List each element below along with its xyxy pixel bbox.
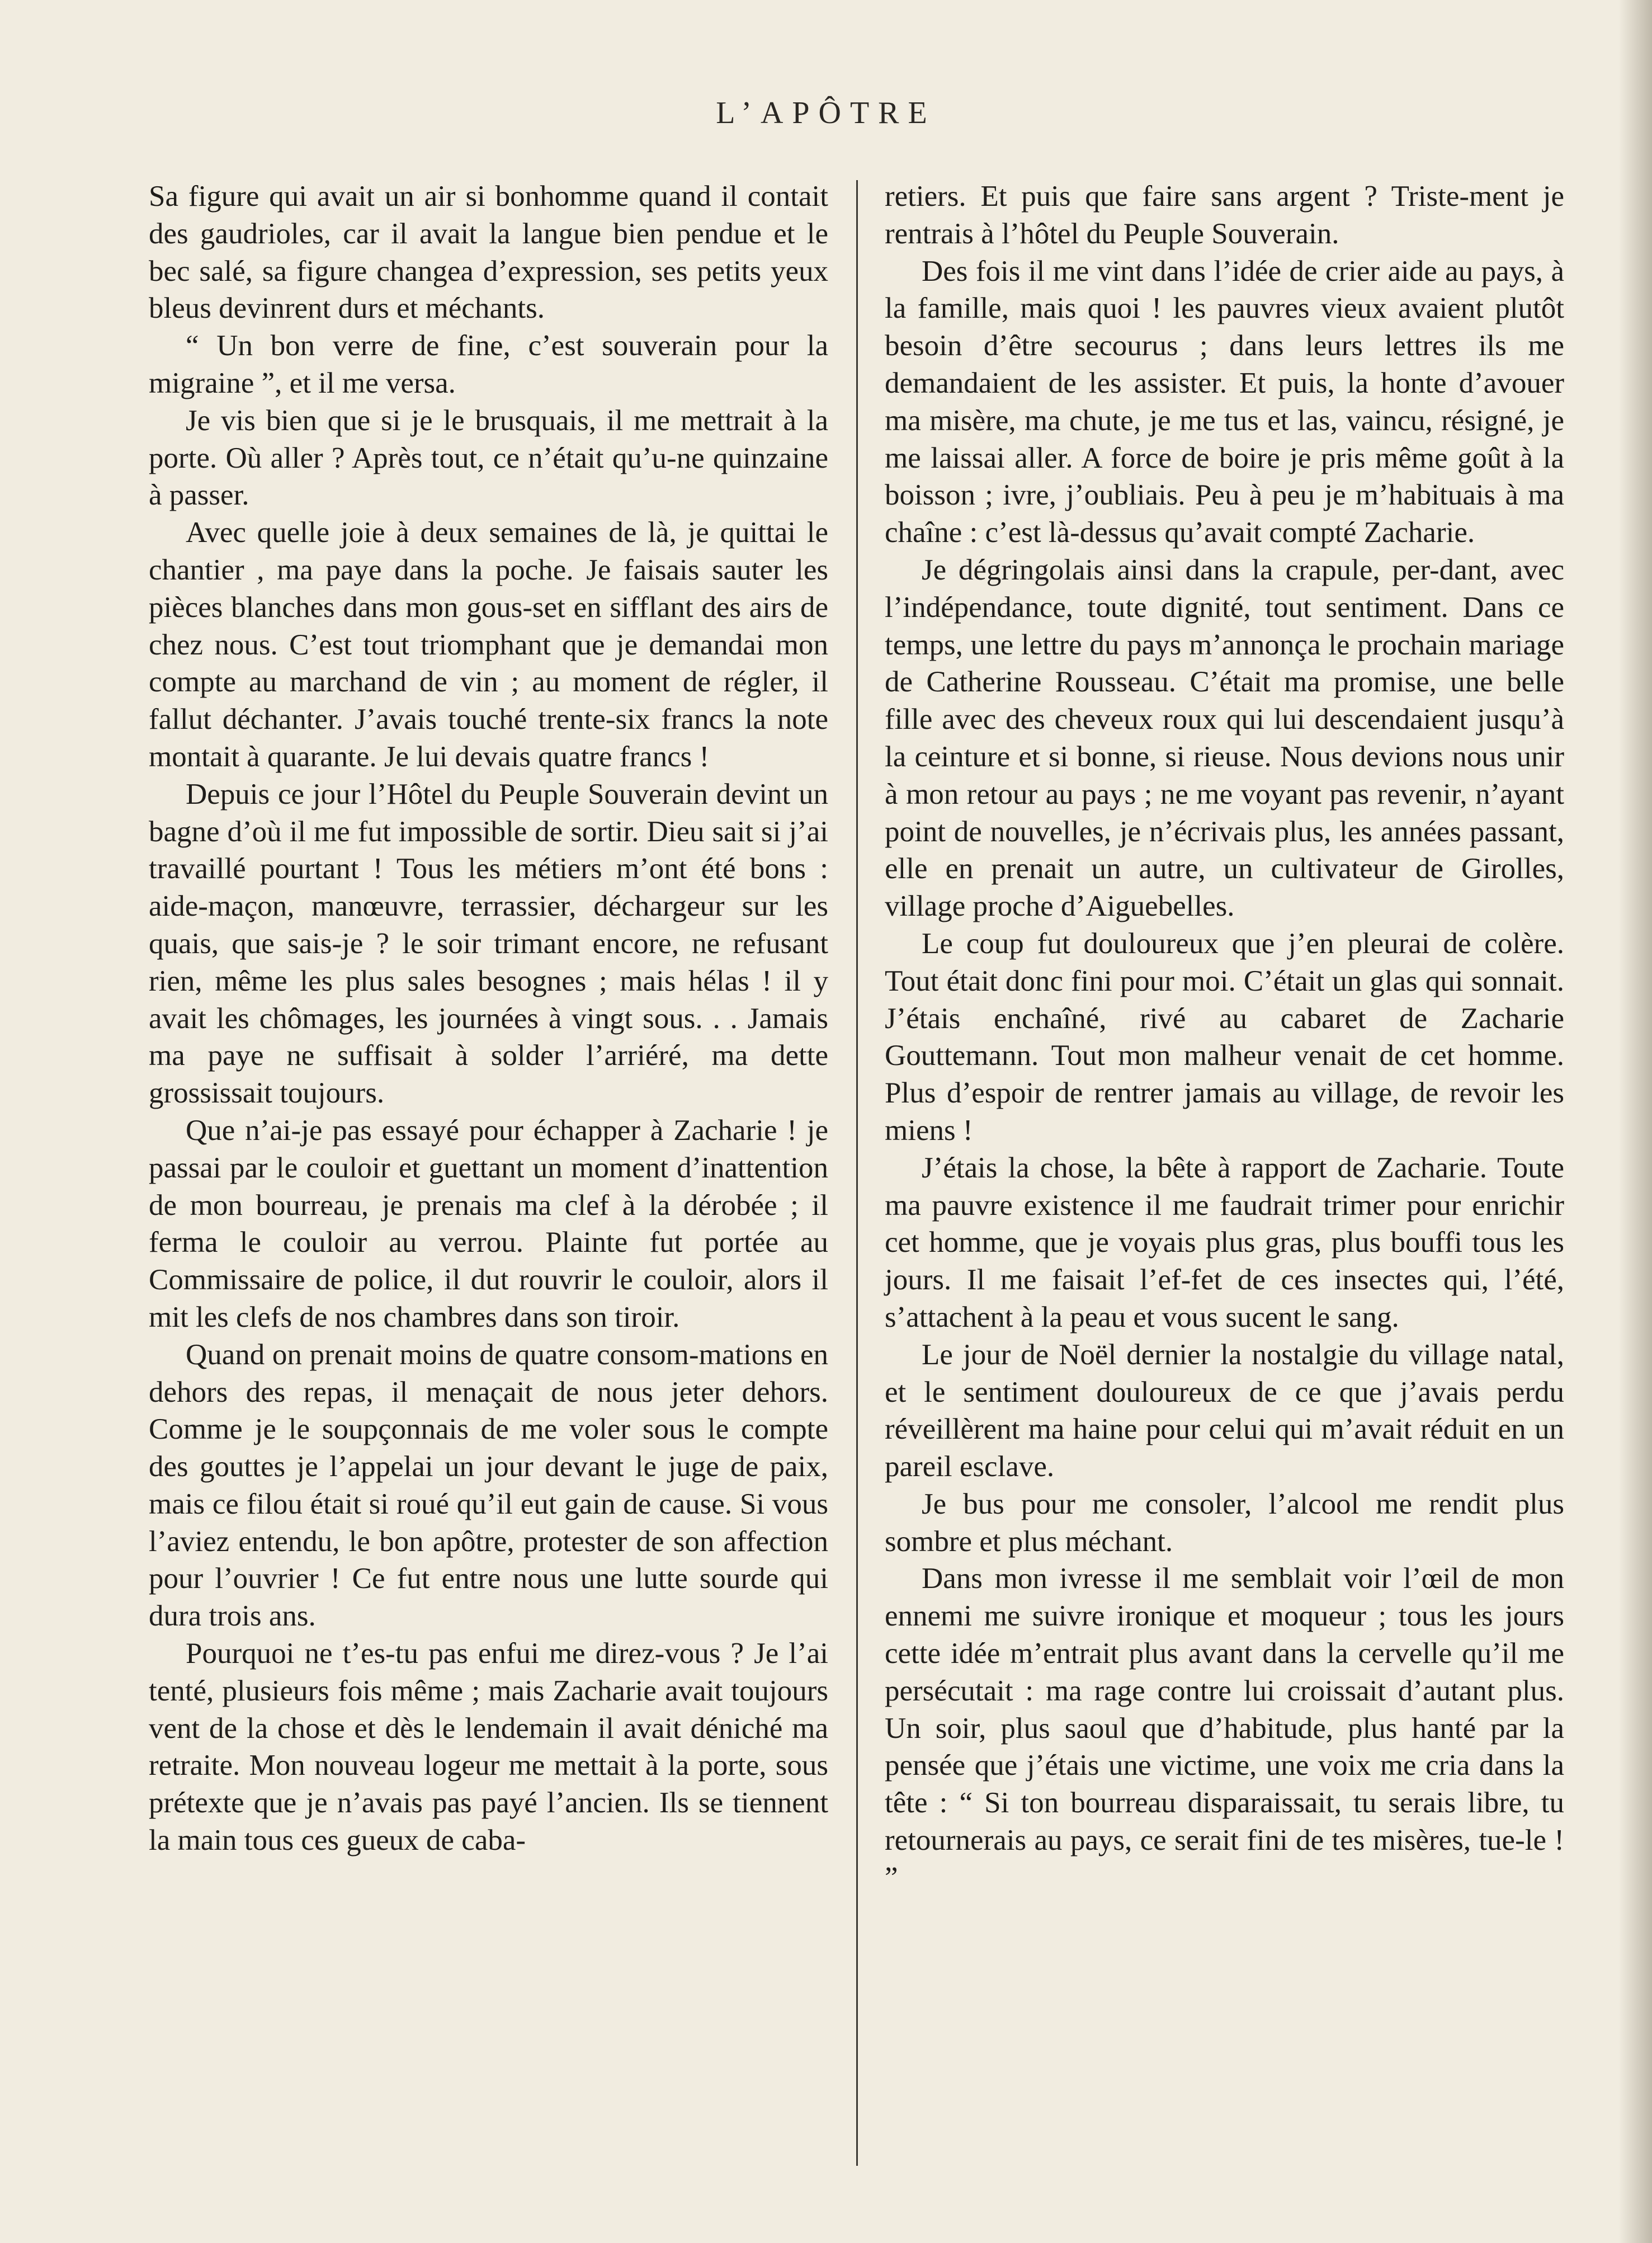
paragraph: Que n’ai-je pas essayé pour échapper à Zacharie ! je passai par le couloir et guettant un moment d’inattention de mon bourreau, je prenais ma clef à la dérobée ; il ferma le couloir au verrou. Plainte fut portée au Commissaire de police, il dut rouvrir le couloir, alors il mit les clefs de nos chambres dans son tiroir. — [149, 1114, 828, 1333]
paragraph: Des fois il me vint dans l’idée de crier aide au pays, à la famille, mais quoi ! les pauvres vieux avaient plutôt besoin d’être secourus ; dans leurs lettres ils me demandaient de les assister. Et puis, la honte d’avouer ma misère, ma chute, je me tus et las, vaincu, résigné, je me laissai aller. A force de boire je pris même goût à la boisson ; ivre, j’oubliais. Peu à peu je m’habituais à ma chaîne : c’est là-dessus qu’avait compté Zacharie. — [885, 255, 1564, 549]
paragraph: Je bus pour me consoler, l’alcool me rendit plus sombre et plus méchant. — [885, 1487, 1564, 1558]
right-column — [885, 178, 1564, 1897]
paragraph: J’étais la chose, la bête à rapport de Zacharie. Toute ma pauvre existence il me faudrait trimer pour enrichir cet homme, que je voyais plus gras, plus bouffi tous les jours. Il me faisait l’ef-fet de ces insectes qui, l’été, s’attachent à la peau et vous sucent le sang. — [885, 1151, 1564, 1333]
paragraph: Le coup fut douloureux que j’en pleurai de colère. Tout était donc fini pour moi. C’était un glas qui sonnait. J’étais enchaîné, rivé au cabaret de Zacharie Gouttemann. Tout mon malheur venait de cet homme. Plus d’espoir de rentrer jamais au village, de revoir les miens ! — [885, 927, 1564, 1147]
paragraph: Avec quelle joie à deux semaines de là, je quittai le chantier , ma paye dans la poche. Je faisais sauter les pièces blanches dans mon gous-set en sifflant des airs de chez nous. C’est tout triomphant que je demandai mon compte au marchand de vin ; au moment de régler, il fallut déchanter. J’avais touché trente-six francs la note montait à quarante. Je lui devais quatre francs ! — [149, 516, 828, 773]
paragraph: Je vis bien que si je le brusquais, il me mettrait à la porte. Où aller ? Après tout, ce n’était qu’u-ne quinzaine à passer. — [149, 404, 828, 512]
paragraph: retiers. Et puis que faire sans argent ? Triste-ment je rentrais à l’hôtel du Peuple Souverain. — [885, 180, 1564, 250]
paragraph: Pourquoi ne t’es-tu pas enfui me direz-vous ? Je l’ai tenté, plusieurs fois même ; mais Zacharie avait toujours vent de la chose et dès le lendemain il avait déniché ma retraite. Mon nouveau logeur me mettait à la porte, sous prétexte que je n’avais pas payé l’ancien. Ils se tiennent la main tous ces gueux de caba- — [149, 1637, 828, 1857]
paragraph: Quand on prenait moins de quatre consom-mations en dehors des repas, il menaçait de nous jeter dehors. Comme je le soupçonnais de me voler sous le compte des gouttes je l’appelai un jour devant le juge de paix, mais ce filou était si roué qu’il eut gain de cause. Si vous l’aviez entendu, le bon apôtre, protester de son affection pour l’ouvrier ! Ce fut entre nous une lutte sourde qui dura trois ans. — [149, 1338, 828, 1633]
running-title: L’APÔTRE — [716, 96, 936, 130]
left-column — [149, 178, 828, 1859]
paragraph: “ Un bon verre de fine, c’est souverain pour la migraine ”, et il me versa. — [149, 329, 828, 399]
paragraph: Sa figure qui avait un air si bonhomme quand il contait des gaudrioles, car il avait la langue bien pendue et le bec salé, sa figure changea d’expression, ses petits yeux bleus devinrent durs et méchants. — [149, 180, 828, 325]
paragraph: Depuis ce jour l’Hôtel du Peuple Souverain devint un bagne d’où il me fut impossible de sortir. Dieu sait si j’ai travaillé pourtant ! Tous les métiers m’ont été bons : aide-maçon, manœuvre, terrassier, déchargeur sur les quais, que sais-je ? le soir trimant encore, ne refusant rien, même les plus sales besognes ; mais hélas ! il y avait les chômages, les journées à vingt sous. . . Jamais ma paye ne suffisait à solder l’arriéré, ma dette grossissait toujours. — [149, 777, 828, 1110]
page-edge-shadow — [1618, 0, 1652, 2243]
column-divider — [856, 180, 858, 2166]
paragraph: Le jour de Noël dernier la nostalgie du village natal, et le sentiment douloureux de ce que j’avais perdu réveillèrent ma haine pour celui qui m’avait réduit en un pareil esclave. — [885, 1338, 1564, 1483]
paragraph: Je dégringolais ainsi dans la crapule, per-dant, avec l’indépendance, toute dignité, tout sentiment. Dans ce temps, une lettre du pays m’annonça le prochain mariage de Catherine Rousseau. C’était ma promise, une belle fille avec des cheveux roux qui lui descendaient jusqu’à la ceinture et si bonne, si rieuse. Nous devions nous unir à mon retour au pays ; ne me voyant pas revenir, n’ayant point de nouvelles, je n’écrivais plus, les années passant, elle en prenait un autre, un cultivateur de Girolles, village proche d’Aiguebelles. — [885, 553, 1564, 923]
paragraph: Dans mon ivresse il me semblait voir l’œil de mon ennemi me suivre ironique et moqueur ; tous les jours cette idée m’entrait plus avant dans la cervelle qu’il me persécutait : ma rage contre lui croissait d’autant plus. Un soir, plus saoul que d’habitude, plus hanté par la pensée que j’étais une victime, une voix me cria dans la tête : “ Si ton bourreau disparaissait, tu serais libre, tu retournerais au pays, ce serait fini de tes misères, tue-le ! ” — [885, 1562, 1564, 1894]
